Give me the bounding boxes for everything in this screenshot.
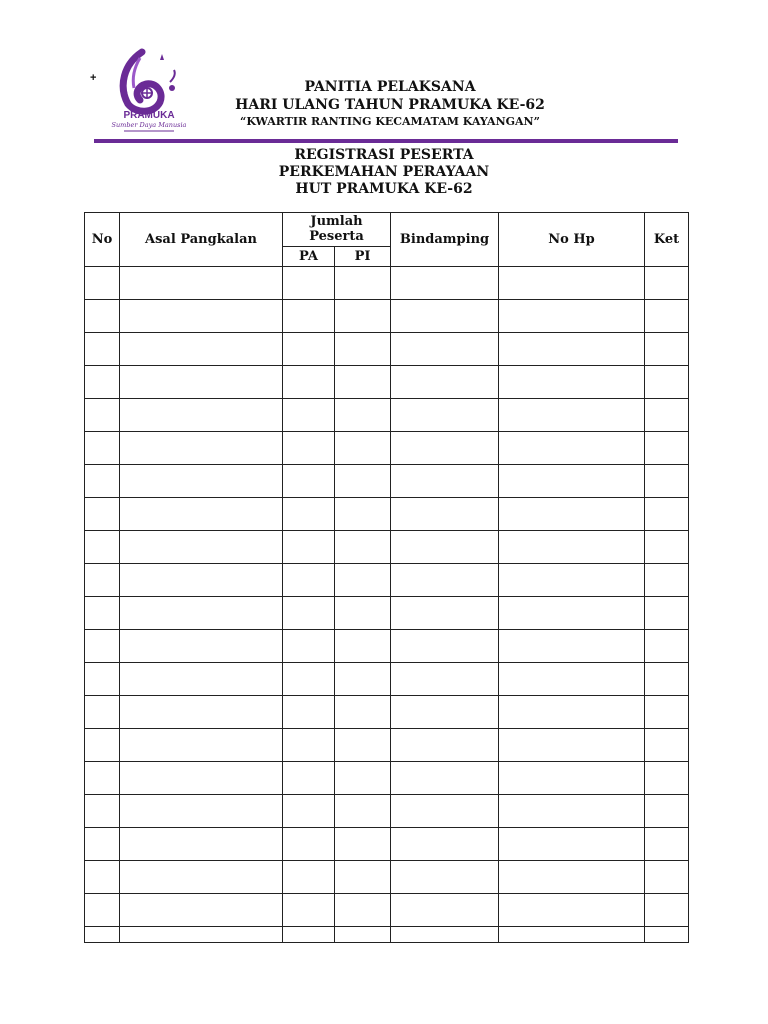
table-cell: [283, 762, 335, 795]
table-row: [85, 861, 689, 894]
table-cell: [120, 300, 283, 333]
table-cell: [335, 366, 391, 399]
table-cell: [283, 861, 335, 894]
table-cell: [391, 432, 499, 465]
table-cell: [85, 861, 120, 894]
table-cell: [85, 894, 120, 927]
table-cell: [499, 399, 645, 432]
logo-text: PRAMUKA: [123, 110, 175, 121]
table-cell: [391, 894, 499, 927]
table-cell: [645, 333, 689, 366]
table-cell: [499, 663, 645, 696]
table-cell: [335, 564, 391, 597]
table-cell: [335, 828, 391, 861]
table-cell: [499, 597, 645, 630]
table-cell: [499, 564, 645, 597]
table-cell: [85, 762, 120, 795]
table-cell: [645, 465, 689, 498]
table-cell: [120, 498, 283, 531]
table-cell: [283, 696, 335, 729]
table-cell: [499, 531, 645, 564]
table-cell: [645, 861, 689, 894]
table-cell: [283, 795, 335, 828]
header-pi: PI: [335, 247, 391, 267]
form-title-line-2: PERKEMAHAN PERAYAAN: [278, 164, 490, 180]
table-cell: [120, 531, 283, 564]
table-cell: [335, 432, 391, 465]
table-cell: [335, 597, 391, 630]
table-cell: [283, 399, 335, 432]
table-cell: [120, 432, 283, 465]
table-cell: [645, 300, 689, 333]
table-cell: [120, 597, 283, 630]
header-bindamping: Bindamping: [391, 213, 499, 267]
table-row: [85, 696, 689, 729]
table-cell: [120, 927, 283, 943]
table-cell: [85, 927, 120, 943]
table-cell: [120, 333, 283, 366]
form-title: [84, 148, 684, 199]
table-row: [85, 366, 689, 399]
table-cell: [283, 366, 335, 399]
table-cell: [645, 927, 689, 943]
table-cell: [645, 366, 689, 399]
table-cell: [499, 927, 645, 943]
table-cell: [120, 663, 283, 696]
table-cell: [391, 333, 499, 366]
table-row: [85, 828, 689, 861]
table-cell: [645, 828, 689, 861]
table-cell: [391, 828, 499, 861]
table-cell: [85, 366, 120, 399]
table-cell: [499, 465, 645, 498]
table-cell: [120, 828, 283, 861]
table-cell: [391, 795, 499, 828]
table-cell: [85, 267, 120, 300]
table-cell: [283, 432, 335, 465]
table-cell: [85, 465, 120, 498]
table-row: [85, 399, 689, 432]
table-cell: [120, 399, 283, 432]
logo-slogan: Sumber Daya Manusia: [111, 121, 187, 129]
table-cell: [283, 564, 335, 597]
table-cell: [499, 729, 645, 762]
table-cell: [120, 564, 283, 597]
header-pa: PA: [283, 247, 335, 267]
table-cell: [645, 630, 689, 663]
table-cell: [391, 729, 499, 762]
header-divider: [94, 139, 678, 143]
table-cell: [85, 333, 120, 366]
table-cell: [283, 894, 335, 927]
table-cell: [120, 861, 283, 894]
table-cell: [283, 333, 335, 366]
table-row: [85, 267, 689, 300]
table-cell: [120, 465, 283, 498]
table-cell: [85, 663, 120, 696]
table-cell: [645, 663, 689, 696]
table-cell: [335, 399, 391, 432]
table-cell: [120, 267, 283, 300]
table-row: [85, 630, 689, 663]
table-cell: [120, 795, 283, 828]
table-cell: [499, 366, 645, 399]
table-cell: [283, 498, 335, 531]
header-jumlah-line-2: Peserta: [309, 228, 364, 244]
table-row: [85, 762, 689, 795]
table-cell: [499, 432, 645, 465]
table-cell: [391, 861, 499, 894]
table-cell: [85, 531, 120, 564]
table-cell: [283, 630, 335, 663]
table-cell: [499, 333, 645, 366]
table-cell: [283, 531, 335, 564]
event-title: HARI ULANG TAHUN PRAMUKA KE-62: [235, 97, 545, 113]
table-cell: [499, 762, 645, 795]
table-cell: [391, 564, 499, 597]
table-row: [85, 465, 689, 498]
table-row: [85, 795, 689, 828]
table-cell: [391, 267, 499, 300]
table-cell: [499, 630, 645, 663]
table-cell: [645, 696, 689, 729]
table-cell: [645, 432, 689, 465]
table-cell: [391, 399, 499, 432]
table-cell: [391, 663, 499, 696]
table-cell: [283, 300, 335, 333]
table-cell: [645, 498, 689, 531]
table-cell: [335, 795, 391, 828]
table-row: [85, 498, 689, 531]
table-cell: [335, 267, 391, 300]
form-title-line-3: HUT PRAMUKA KE-62: [295, 181, 473, 197]
table-row: [85, 927, 689, 943]
table-cell: [283, 267, 335, 300]
table-cell: [335, 762, 391, 795]
table-cell: [391, 300, 499, 333]
table-cell: [283, 663, 335, 696]
table-cell: [645, 762, 689, 795]
table-cell: [85, 300, 120, 333]
table-cell: [283, 729, 335, 762]
table-cell: [85, 696, 120, 729]
table-cell: [335, 498, 391, 531]
table-cell: [499, 894, 645, 927]
table-cell: [283, 828, 335, 861]
table-cell: [499, 861, 645, 894]
header-ket: Ket: [645, 213, 689, 267]
table-cell: [335, 300, 391, 333]
table-cell: [645, 795, 689, 828]
table-cell: [335, 894, 391, 927]
table-row: [85, 531, 689, 564]
table-cell: [120, 630, 283, 663]
table-cell: [499, 498, 645, 531]
table-cell: [335, 465, 391, 498]
table-cell: [283, 597, 335, 630]
table-cell: [391, 696, 499, 729]
table-cell: [85, 432, 120, 465]
table-cell: [499, 300, 645, 333]
header-no-hp: No Hp: [499, 213, 645, 267]
table-cell: [391, 630, 499, 663]
table-cell: [499, 267, 645, 300]
table-cell: [335, 333, 391, 366]
table-cell: [85, 729, 120, 762]
table-cell: [499, 828, 645, 861]
table-cell: [645, 531, 689, 564]
table-cell: [335, 630, 391, 663]
table-cell: [85, 399, 120, 432]
plus-mark: +: [90, 72, 97, 84]
table-cell: [335, 663, 391, 696]
form-title-line-1: REGISTRASI PESERTA: [294, 147, 474, 163]
table-cell: [85, 564, 120, 597]
table-cell: [645, 399, 689, 432]
table-cell: [645, 564, 689, 597]
table-cell: [645, 894, 689, 927]
table-row: [85, 597, 689, 630]
table-cell: [391, 498, 499, 531]
table-cell: [391, 366, 499, 399]
table-cell: [499, 696, 645, 729]
table-cell: [335, 696, 391, 729]
table-row: [85, 663, 689, 696]
header-jumlah-peserta: [283, 213, 391, 247]
header-no: No: [85, 213, 120, 267]
table-row: [85, 432, 689, 465]
table-cell: [391, 531, 499, 564]
table-cell: [335, 729, 391, 762]
table-row: [85, 300, 689, 333]
table-cell: [645, 729, 689, 762]
header-jumlah-line-1: Jumlah: [310, 213, 363, 229]
table-cell: [391, 762, 499, 795]
organization-name: “KWARTIR RANTING KECAMATAM KAYANGAN”: [240, 115, 540, 128]
table-cell: [85, 828, 120, 861]
table-cell: [391, 927, 499, 943]
table-cell: [391, 465, 499, 498]
table-cell: [120, 366, 283, 399]
table-cell: [335, 861, 391, 894]
table-cell: [335, 927, 391, 943]
table-cell: [120, 729, 283, 762]
table-row: [85, 564, 689, 597]
table-cell: [335, 531, 391, 564]
header-asal-pangkalan: Asal Pangkalan: [120, 213, 283, 267]
letterhead: [190, 80, 590, 130]
registration-table: [84, 212, 689, 943]
pramuka-logo: [110, 48, 188, 134]
table-row: [85, 894, 689, 927]
table-cell: [391, 597, 499, 630]
table-cell: [85, 597, 120, 630]
table-row: [85, 729, 689, 762]
table-cell: [499, 795, 645, 828]
table-cell: [85, 795, 120, 828]
table-cell: [283, 465, 335, 498]
table-cell: [283, 927, 335, 943]
table-cell: [120, 696, 283, 729]
table-row: [85, 333, 689, 366]
table-cell: [645, 597, 689, 630]
table-cell: [120, 762, 283, 795]
table-cell: [85, 498, 120, 531]
table-cell: [120, 894, 283, 927]
table-body: [85, 267, 689, 943]
table-cell: [645, 267, 689, 300]
committee-title: PANITIA PELAKSANA: [304, 79, 476, 95]
table-cell: [85, 630, 120, 663]
